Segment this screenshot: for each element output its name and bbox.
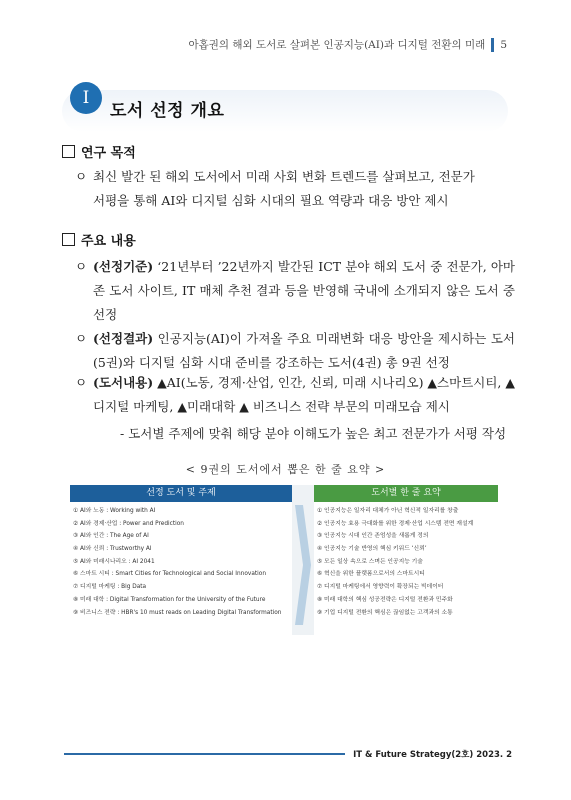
checkbox-square-icon — [62, 233, 75, 246]
bullet: ㅇ — [75, 169, 88, 184]
summaries-panel-header: 도서별 한 줄 요약 — [314, 485, 498, 502]
content-item-criteria — [75, 255, 515, 327]
books-panel-header: 선정 도서 및 주제 — [70, 485, 292, 502]
chapter-numeral: I — [70, 82, 102, 114]
running-header — [188, 37, 507, 52]
bullet: ㅇ — [75, 331, 88, 346]
footer-rule — [64, 753, 345, 755]
running-title: 아홉권의 해외 도서로 살펴본 인공지능(AI)과 디지털 전환의 미래 — [188, 39, 486, 51]
header-divider — [491, 38, 494, 52]
purpose-line-1: 최신 발간 된 해외 도서에서 미래 사회 변화 트렌드를 살펴보고, 전문가 — [93, 169, 475, 184]
book-item: ⑨ 비즈니스 전략 : HBR's 10 must reads on Leading Digital Transformation — [73, 609, 282, 616]
checkbox-square-icon — [62, 145, 75, 158]
item-body: ‘21년부터 ’22년까지 발간된 ICT 분야 해외 도서 중 전문가, 아마존 도서 사이트, IT 매체 추천 결과 등을 반영해 국내에 소개되지 않은 도서 중 선정 — [93, 259, 515, 322]
content-item-text — [93, 371, 515, 419]
summary-item: ⑥ 혁신을 위한 플랫폼으로서의 스마트시티 — [317, 571, 425, 578]
sub-note: - 도서별 주제에 맞춰 해당 분야 이해도가 높은 최고 전문가가 서평 작성 — [120, 426, 507, 441]
summary-item: ② 인공지능 효용 극대화를 위한 경제·산업 시스템 전면 재설계 — [317, 520, 474, 527]
section-heading-purpose — [62, 142, 136, 161]
summary-item: ③ 인공지능 시대 인간 존엄성을 새롭게 정의 — [317, 533, 429, 540]
book-item: ⑤ AI와 미래시나리오 : AI 2041 — [73, 558, 155, 565]
footer-text: IT & Future Strategy(2호) 2023. 2 — [353, 750, 512, 760]
summaries-panel — [314, 485, 498, 635]
book-item: ⑥ 스마트 시티 : Smart Cities for Technological and Social Innovation — [73, 571, 266, 578]
book-item: ② AI와 경제·산업 : Power and Prediction — [73, 520, 184, 527]
page-footer — [64, 748, 512, 760]
page-number: 5 — [500, 38, 507, 51]
summary-figure — [70, 485, 498, 635]
chevron-right-icon — [293, 505, 313, 625]
content-item-contents — [75, 371, 515, 419]
section-heading-contents — [62, 230, 136, 249]
content-item-text — [93, 327, 515, 375]
bullet: ㅇ — [75, 259, 88, 274]
books-list — [73, 505, 292, 619]
book-item: ⑧ 미래 대학 : Digital Transformation for the University of the Future — [73, 596, 266, 603]
item-body: ▲AI(노동, 경제·산업, 인간, 신뢰, 미래 시나리오) ▲스마트시티, ▲디지털 마케팅, ▲미래대학 ▲ 비즈니스 전략 부문의 미래모습 제시 — [93, 375, 515, 414]
summary-item: ⑦ 디지털 마케팅에서 영향력이 확장되는 빅데이터 — [317, 584, 444, 591]
item-label: (도서내용) — [93, 375, 154, 390]
item-body: 인공지능(AI)이 가져올 주요 미래변화 대응 방안을 제시하는 도서(5권)와 디지털 심화 시대 준비를 강조하는 도서(4권) 총 9권 선정 — [93, 331, 515, 370]
chapter-title: 도서 선정 개요 — [110, 101, 225, 121]
purpose-item — [75, 165, 515, 213]
summary-item: ① 인공지능은 일자리 대체가 아닌 혁신적 일자리를 창출 — [317, 508, 459, 514]
purpose-line-2: 서평을 통해 AI와 디지털 심화 시대의 필요 역량과 대응 방안 제시 — [93, 193, 449, 208]
summary-item: ④ 인공지능 기술 반영의 핵심 키워드 ‘신뢰’ — [317, 546, 427, 553]
content-item-result — [75, 327, 515, 375]
summary-item: ⑧ 미래 대학의 핵심 성공전략은 디지털 전환과 민주화 — [317, 596, 453, 603]
figure-caption: < 9권의 도서에서 뽑은 한 줄 요약 > — [185, 463, 386, 476]
summaries-list — [317, 505, 498, 619]
bullet: ㅇ — [75, 375, 88, 390]
book-item: ⑦ 디지털 마케팅 : Big Data — [73, 584, 147, 591]
book-item: ③ AI와 인간 : The Age of AI — [73, 533, 149, 540]
section-heading-text: 연구 목적 — [81, 146, 136, 161]
summary-item: ⑨ 기업 디지털 전환의 핵심은 끊임없는 고객과의 소통 — [317, 609, 453, 616]
books-panel — [70, 485, 292, 635]
book-item: ① AI와 노동 : Working with AI — [73, 508, 156, 514]
summary-item: ⑤ 모든 일상 속으로 스며든 인공지능 기술 — [317, 558, 423, 565]
content-item-text — [93, 255, 515, 327]
book-item: ④ AI와 신뢰 : Trustworthy AI — [73, 546, 152, 553]
chapter-heading — [62, 82, 508, 132]
item-label: (선정기준) — [93, 259, 154, 274]
section-heading-text: 주요 내용 — [81, 234, 136, 249]
item-label: (선정결과) — [93, 331, 154, 346]
